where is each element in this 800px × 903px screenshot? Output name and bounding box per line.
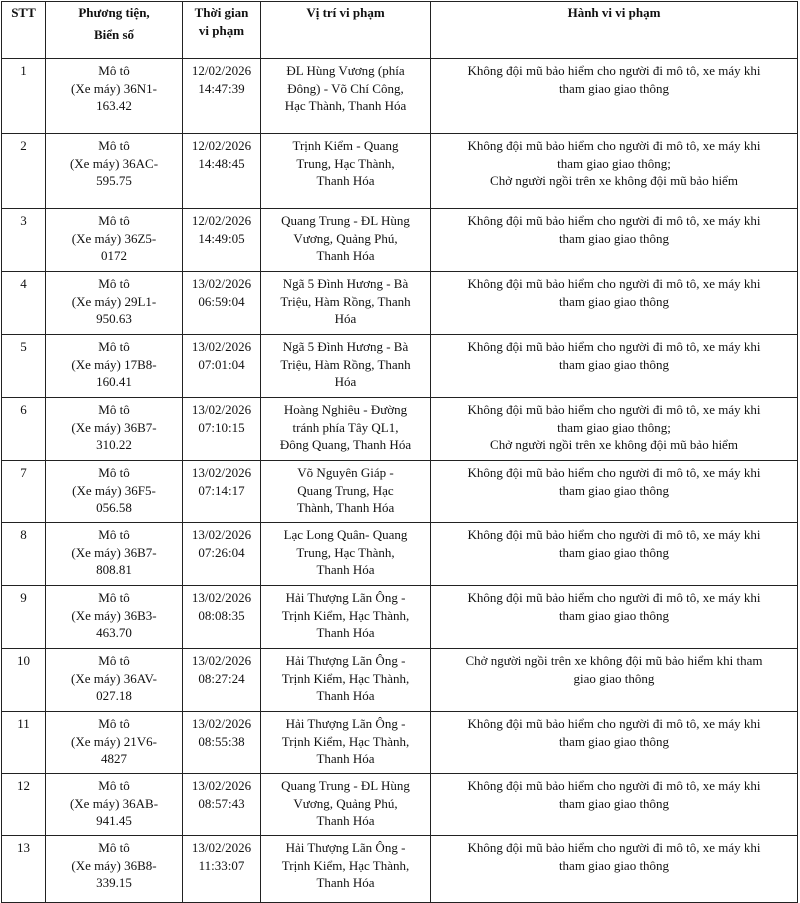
row-number: 11 [17, 716, 30, 731]
location-line: Hải Thượng Lãn Ông - [285, 653, 406, 668]
cell-stt [2, 774, 46, 836]
table-row [2, 335, 798, 398]
location-line: Võ Nguyên Giáp - [297, 465, 394, 480]
location-line: Thanh Hóa [316, 562, 375, 577]
location-line: Ngã 5 Đình Hương - Bà [282, 339, 409, 354]
location-line: Hoàng Nghiêu - Đường [283, 402, 408, 417]
vehicle-line: 339.15 [96, 875, 132, 890]
violation-time: 14:48:45 [198, 155, 245, 171]
row-number: 5 [20, 339, 27, 354]
vehicle-line: 950.63 [96, 311, 132, 326]
violation-time: 07:26:04 [198, 544, 245, 560]
vehicle-line: Mô tô [98, 716, 130, 731]
cell-vehicle [46, 586, 183, 649]
behavior-line: Chở người ngồi trên xe không đội mũ bảo hiểm khi tham [465, 653, 763, 668]
cell-behavior [431, 586, 798, 649]
cell-time [183, 272, 261, 335]
violation-date: 12/02/2026 [191, 63, 252, 78]
violation-date: 12/02/2026 [191, 213, 252, 228]
violation-date: 13/02/2026 [191, 590, 252, 605]
cell-behavior [431, 836, 798, 903]
table-row [2, 398, 798, 461]
vehicle-line: 027.18 [96, 688, 132, 703]
behavior-line: Không đội mũ bảo hiểm cho người đi mô tô, xe máy khi [467, 63, 761, 78]
behavior-line: tham giao giao thông; [557, 155, 671, 171]
violation-date: 13/02/2026 [191, 465, 252, 480]
header-vehicle-line2: Biển số [93, 26, 135, 42]
location-line: Thành, Thanh Hóa [296, 500, 395, 515]
cell-location [261, 649, 431, 712]
location-line: Đông) - Võ Chí Công, [287, 80, 404, 96]
behavior-line: tham giao giao thông [558, 482, 670, 498]
location-line: Quang Trung - ĐL Hùng [281, 213, 410, 228]
location-line: Ngã 5 Đình Hương - Bà [282, 276, 409, 291]
cell-location [261, 461, 431, 523]
vehicle-line: (Xe máy) 36B7- [71, 544, 157, 560]
table-row [2, 774, 798, 836]
row-number: 8 [20, 527, 27, 542]
table-row [2, 134, 798, 209]
table-header-row [2, 2, 798, 59]
vehicle-line: (Xe máy) 36B3- [71, 607, 157, 623]
cell-time [183, 649, 261, 712]
vehicle-line: 941.45 [96, 813, 132, 828]
violation-time: 08:27:24 [198, 670, 245, 686]
location-line: Hải Thượng Lãn Ông - [285, 840, 406, 855]
cell-behavior [431, 774, 798, 836]
vehicle-line: (Xe máy) 36N1- [71, 80, 157, 96]
row-number: 1 [20, 63, 27, 78]
violation-time: 14:49:05 [198, 230, 245, 246]
cell-behavior [431, 335, 798, 398]
vehicle-line: (Xe máy) 21V6- [71, 733, 157, 749]
vehicle-line: Mô tô [98, 63, 130, 78]
behavior-line: giao giao thông [573, 670, 655, 686]
row-number: 3 [20, 213, 27, 228]
location-line: Vương, Quảng Phú, [293, 795, 398, 811]
vehicle-line: (Xe máy) 36AB- [69, 795, 159, 811]
behavior-line: tham giao giao thông [558, 293, 670, 309]
table-row [2, 272, 798, 335]
cell-stt [2, 209, 46, 272]
cell-vehicle [46, 649, 183, 712]
row-number: 7 [20, 465, 27, 480]
violation-date: 12/02/2026 [191, 138, 252, 153]
vehicle-line: Mô tô [98, 653, 130, 668]
cell-stt [2, 586, 46, 649]
location-line: Trịnh Kiểm, Hạc Thành, [281, 670, 410, 686]
cell-location [261, 398, 431, 461]
cell-location [261, 272, 431, 335]
vehicle-line: Mô tô [98, 840, 130, 855]
cell-vehicle [46, 59, 183, 134]
violation-time: 08:55:38 [198, 733, 245, 749]
vehicle-line: (Xe máy) 17B8- [71, 356, 157, 372]
header-time-line1: Thời gian [194, 5, 249, 20]
violation-time: 14:47:39 [198, 80, 245, 96]
vehicle-line: Mô tô [98, 465, 130, 480]
row-number: 4 [20, 276, 27, 291]
table-row [2, 209, 798, 272]
vehicle-line: (Xe máy) 36F5- [72, 482, 156, 498]
cell-vehicle [46, 836, 183, 903]
cell-location [261, 59, 431, 134]
location-line: Quang Trung - ĐL Hùng [281, 778, 410, 793]
location-line: Trung, Hạc Thành, [296, 544, 395, 560]
table-row [2, 59, 798, 134]
table-row [2, 649, 798, 712]
cell-time [183, 523, 261, 586]
cell-stt [2, 836, 46, 903]
cell-time [183, 335, 261, 398]
cell-time [183, 398, 261, 461]
header-time-line2: vi phạm [198, 22, 245, 38]
cell-vehicle [46, 134, 183, 209]
vehicle-line: (Xe máy) 36B8- [71, 857, 157, 873]
table-row [2, 523, 798, 586]
vehicle-line: (Xe máy) 29L1- [71, 293, 157, 309]
violation-date: 13/02/2026 [191, 653, 252, 668]
behavior-line: Không đội mũ bảo hiểm cho người đi mô tô, xe máy khi [467, 138, 761, 153]
row-number: 6 [20, 402, 27, 417]
behavior-line: Không đội mũ bảo hiểm cho người đi mô tô, xe máy khi [467, 465, 761, 480]
vehicle-line: (Xe máy) 36B7- [71, 419, 157, 435]
behavior-line: Không đội mũ bảo hiểm cho người đi mô tô, xe máy khi [467, 339, 761, 354]
cell-vehicle [46, 774, 183, 836]
location-line: Hải Thượng Lãn Ông - [285, 590, 406, 605]
vehicle-line: 160.41 [96, 374, 132, 389]
vehicle-line: (Xe máy) 36AC- [69, 155, 159, 171]
cell-stt [2, 398, 46, 461]
row-number: 2 [20, 138, 27, 153]
table-row [2, 586, 798, 649]
violation-date: 13/02/2026 [191, 276, 252, 291]
cell-stt [2, 649, 46, 712]
cell-stt [2, 335, 46, 398]
header-behavior: Hành vi vi phạm [431, 2, 798, 59]
violation-time: 08:57:43 [198, 795, 245, 811]
location-line: Thanh Hóa [316, 173, 375, 188]
cell-time [183, 586, 261, 649]
vehicle-line: (Xe máy) 36AV- [71, 670, 157, 686]
behavior-line: Không đội mũ bảo hiểm cho người đi mô tô, xe máy khi [467, 527, 761, 542]
cell-time [183, 712, 261, 774]
cell-location [261, 335, 431, 398]
row-number: 10 [17, 653, 30, 668]
vehicle-line: 463.70 [96, 625, 132, 640]
location-line: Thanh Hóa [316, 625, 375, 640]
cell-vehicle [46, 335, 183, 398]
behavior-line: tham giao giao thông [558, 607, 670, 623]
vehicle-line: Mô tô [98, 213, 130, 228]
header-time [183, 2, 261, 59]
header-vehicle [46, 2, 183, 59]
cell-location [261, 774, 431, 836]
vehicle-line: Mô tô [98, 138, 130, 153]
location-line: Trịnh Kiểm - Quang [292, 138, 399, 153]
location-line: Thanh Hóa [316, 751, 375, 766]
cell-location [261, 712, 431, 774]
cell-behavior [431, 649, 798, 712]
cell-behavior [431, 461, 798, 523]
cell-time [183, 836, 261, 903]
cell-behavior [431, 59, 798, 134]
violation-date: 13/02/2026 [191, 339, 252, 354]
behavior-line: Không đội mũ bảo hiểm cho người đi mô tô, xe máy khi [467, 840, 761, 855]
location-line: Vương, Quảng Phú, [293, 230, 398, 246]
violation-date: 13/02/2026 [191, 402, 252, 417]
vehicle-line: 0172 [101, 248, 127, 263]
vehicle-line: Mô tô [98, 276, 130, 291]
vehicle-line: Mô tô [98, 339, 130, 354]
table-row [2, 461, 798, 523]
vehicle-line: Mô tô [98, 527, 130, 542]
cell-vehicle [46, 398, 183, 461]
table-row [2, 712, 798, 774]
cell-stt [2, 461, 46, 523]
cell-behavior [431, 523, 798, 586]
violation-date: 13/02/2026 [191, 840, 252, 855]
behavior-line: Không đội mũ bảo hiểm cho người đi mô tô, xe máy khi [467, 778, 761, 793]
behavior-line: tham giao giao thông [558, 733, 670, 749]
cell-vehicle [46, 461, 183, 523]
violation-date: 13/02/2026 [191, 527, 252, 542]
location-line: Trịnh Kiểm, Hạc Thành, [281, 857, 410, 873]
violation-time: 06:59:04 [198, 293, 245, 309]
behavior-line: tham giao giao thông [558, 795, 670, 811]
location-line: Lạc Long Quân- Quang [283, 527, 408, 542]
violations-table [1, 1, 798, 903]
behavior-line: Không đội mũ bảo hiểm cho người đi mô tô, xe máy khi [467, 402, 761, 417]
cell-behavior [431, 712, 798, 774]
location-line: Thanh Hóa [316, 248, 375, 263]
behavior-line: Không đội mũ bảo hiểm cho người đi mô tô, xe máy khi [467, 276, 761, 291]
location-line: tránh phía Tây QL1, [292, 419, 399, 435]
cell-vehicle [46, 523, 183, 586]
cell-behavior [431, 209, 798, 272]
location-line: Thanh Hóa [316, 875, 375, 890]
violation-date: 13/02/2026 [191, 778, 252, 793]
cell-time [183, 774, 261, 836]
vehicle-line: 163.42 [96, 98, 132, 113]
cell-behavior [431, 134, 798, 209]
header-location: Vị trí vi phạm [261, 2, 431, 59]
row-number: 12 [17, 778, 30, 793]
location-line: Triệu, Hàm Rồng, Thanh [280, 293, 411, 309]
location-line: Triệu, Hàm Rồng, Thanh [280, 356, 411, 372]
violation-time: 11:33:07 [198, 857, 245, 873]
cell-stt [2, 59, 46, 134]
header-vehicle-line1: Phương tiện, [78, 5, 150, 20]
cell-behavior [431, 398, 798, 461]
location-line: Trung, Hạc Thành, [296, 155, 395, 171]
location-line: Hóa [334, 374, 357, 389]
violation-time: 08:08:35 [198, 607, 245, 623]
cell-location [261, 134, 431, 209]
cell-location [261, 586, 431, 649]
vehicle-line: Mô tô [98, 402, 130, 417]
behavior-line: Không đội mũ bảo hiểm cho người đi mô tô, xe máy khi [467, 213, 761, 228]
cell-stt [2, 134, 46, 209]
row-number: 13 [17, 840, 30, 855]
vehicle-line: Mô tô [98, 778, 130, 793]
behavior-line: tham giao giao thông [558, 544, 670, 560]
row-number: 9 [20, 590, 27, 605]
location-line: Thanh Hóa [316, 688, 375, 703]
cell-vehicle [46, 272, 183, 335]
cell-location [261, 836, 431, 903]
location-line: Hải Thượng Lãn Ông - [285, 716, 406, 731]
behavior-line: tham giao giao thông [558, 80, 670, 96]
location-line: Trịnh Kiểm, Hạc Thành, [281, 607, 410, 623]
behavior-line: tham giao giao thông [558, 356, 670, 372]
vehicle-line: 310.22 [96, 437, 132, 452]
cell-stt [2, 523, 46, 586]
location-line: Trịnh Kiểm, Hạc Thành, [281, 733, 410, 749]
cell-vehicle [46, 209, 183, 272]
header-stt: STT [2, 2, 46, 59]
cell-location [261, 523, 431, 586]
cell-location [261, 209, 431, 272]
behavior-line: Chở người ngồi trên xe không đội mũ bảo hiểm [490, 437, 738, 452]
cell-behavior [431, 272, 798, 335]
vehicle-line: 056.58 [96, 500, 132, 515]
cell-time [183, 209, 261, 272]
violation-time: 07:01:04 [198, 356, 245, 372]
location-line: Đông Quang, Thanh Hóa [279, 437, 412, 452]
location-line: Thanh Hóa [316, 813, 375, 828]
behavior-line: Không đội mũ bảo hiểm cho người đi mô tô, xe máy khi [467, 716, 761, 731]
cell-time [183, 461, 261, 523]
vehicle-line: 4827 [101, 751, 127, 766]
behavior-line: tham giao giao thông [558, 230, 670, 246]
cell-stt [2, 272, 46, 335]
violation-date: 13/02/2026 [191, 716, 252, 731]
vehicle-line: Mô tô [98, 590, 130, 605]
cell-stt [2, 712, 46, 774]
behavior-line: tham giao giao thông; [557, 419, 671, 435]
violation-time: 07:10:15 [198, 419, 245, 435]
vehicle-line: (Xe máy) 36Z5- [71, 230, 157, 246]
behavior-line: Chở người ngồi trên xe không đội mũ bảo hiểm [490, 173, 738, 188]
cell-time [183, 59, 261, 134]
table-row [2, 836, 798, 903]
location-line: Hóa [334, 311, 357, 326]
location-line: ĐL Hùng Vương (phía [286, 63, 405, 78]
location-line: Quang Trung, Hạc [297, 482, 394, 498]
behavior-line: Không đội mũ bảo hiểm cho người đi mô tô, xe máy khi [467, 590, 761, 605]
vehicle-line: 595.75 [96, 173, 132, 188]
cell-time [183, 134, 261, 209]
location-line: Hạc Thành, Thanh Hóa [284, 98, 407, 113]
violation-time: 07:14:17 [198, 482, 245, 498]
behavior-line: tham giao giao thông [558, 857, 670, 873]
vehicle-line: 808.81 [96, 562, 132, 577]
cell-vehicle [46, 712, 183, 774]
